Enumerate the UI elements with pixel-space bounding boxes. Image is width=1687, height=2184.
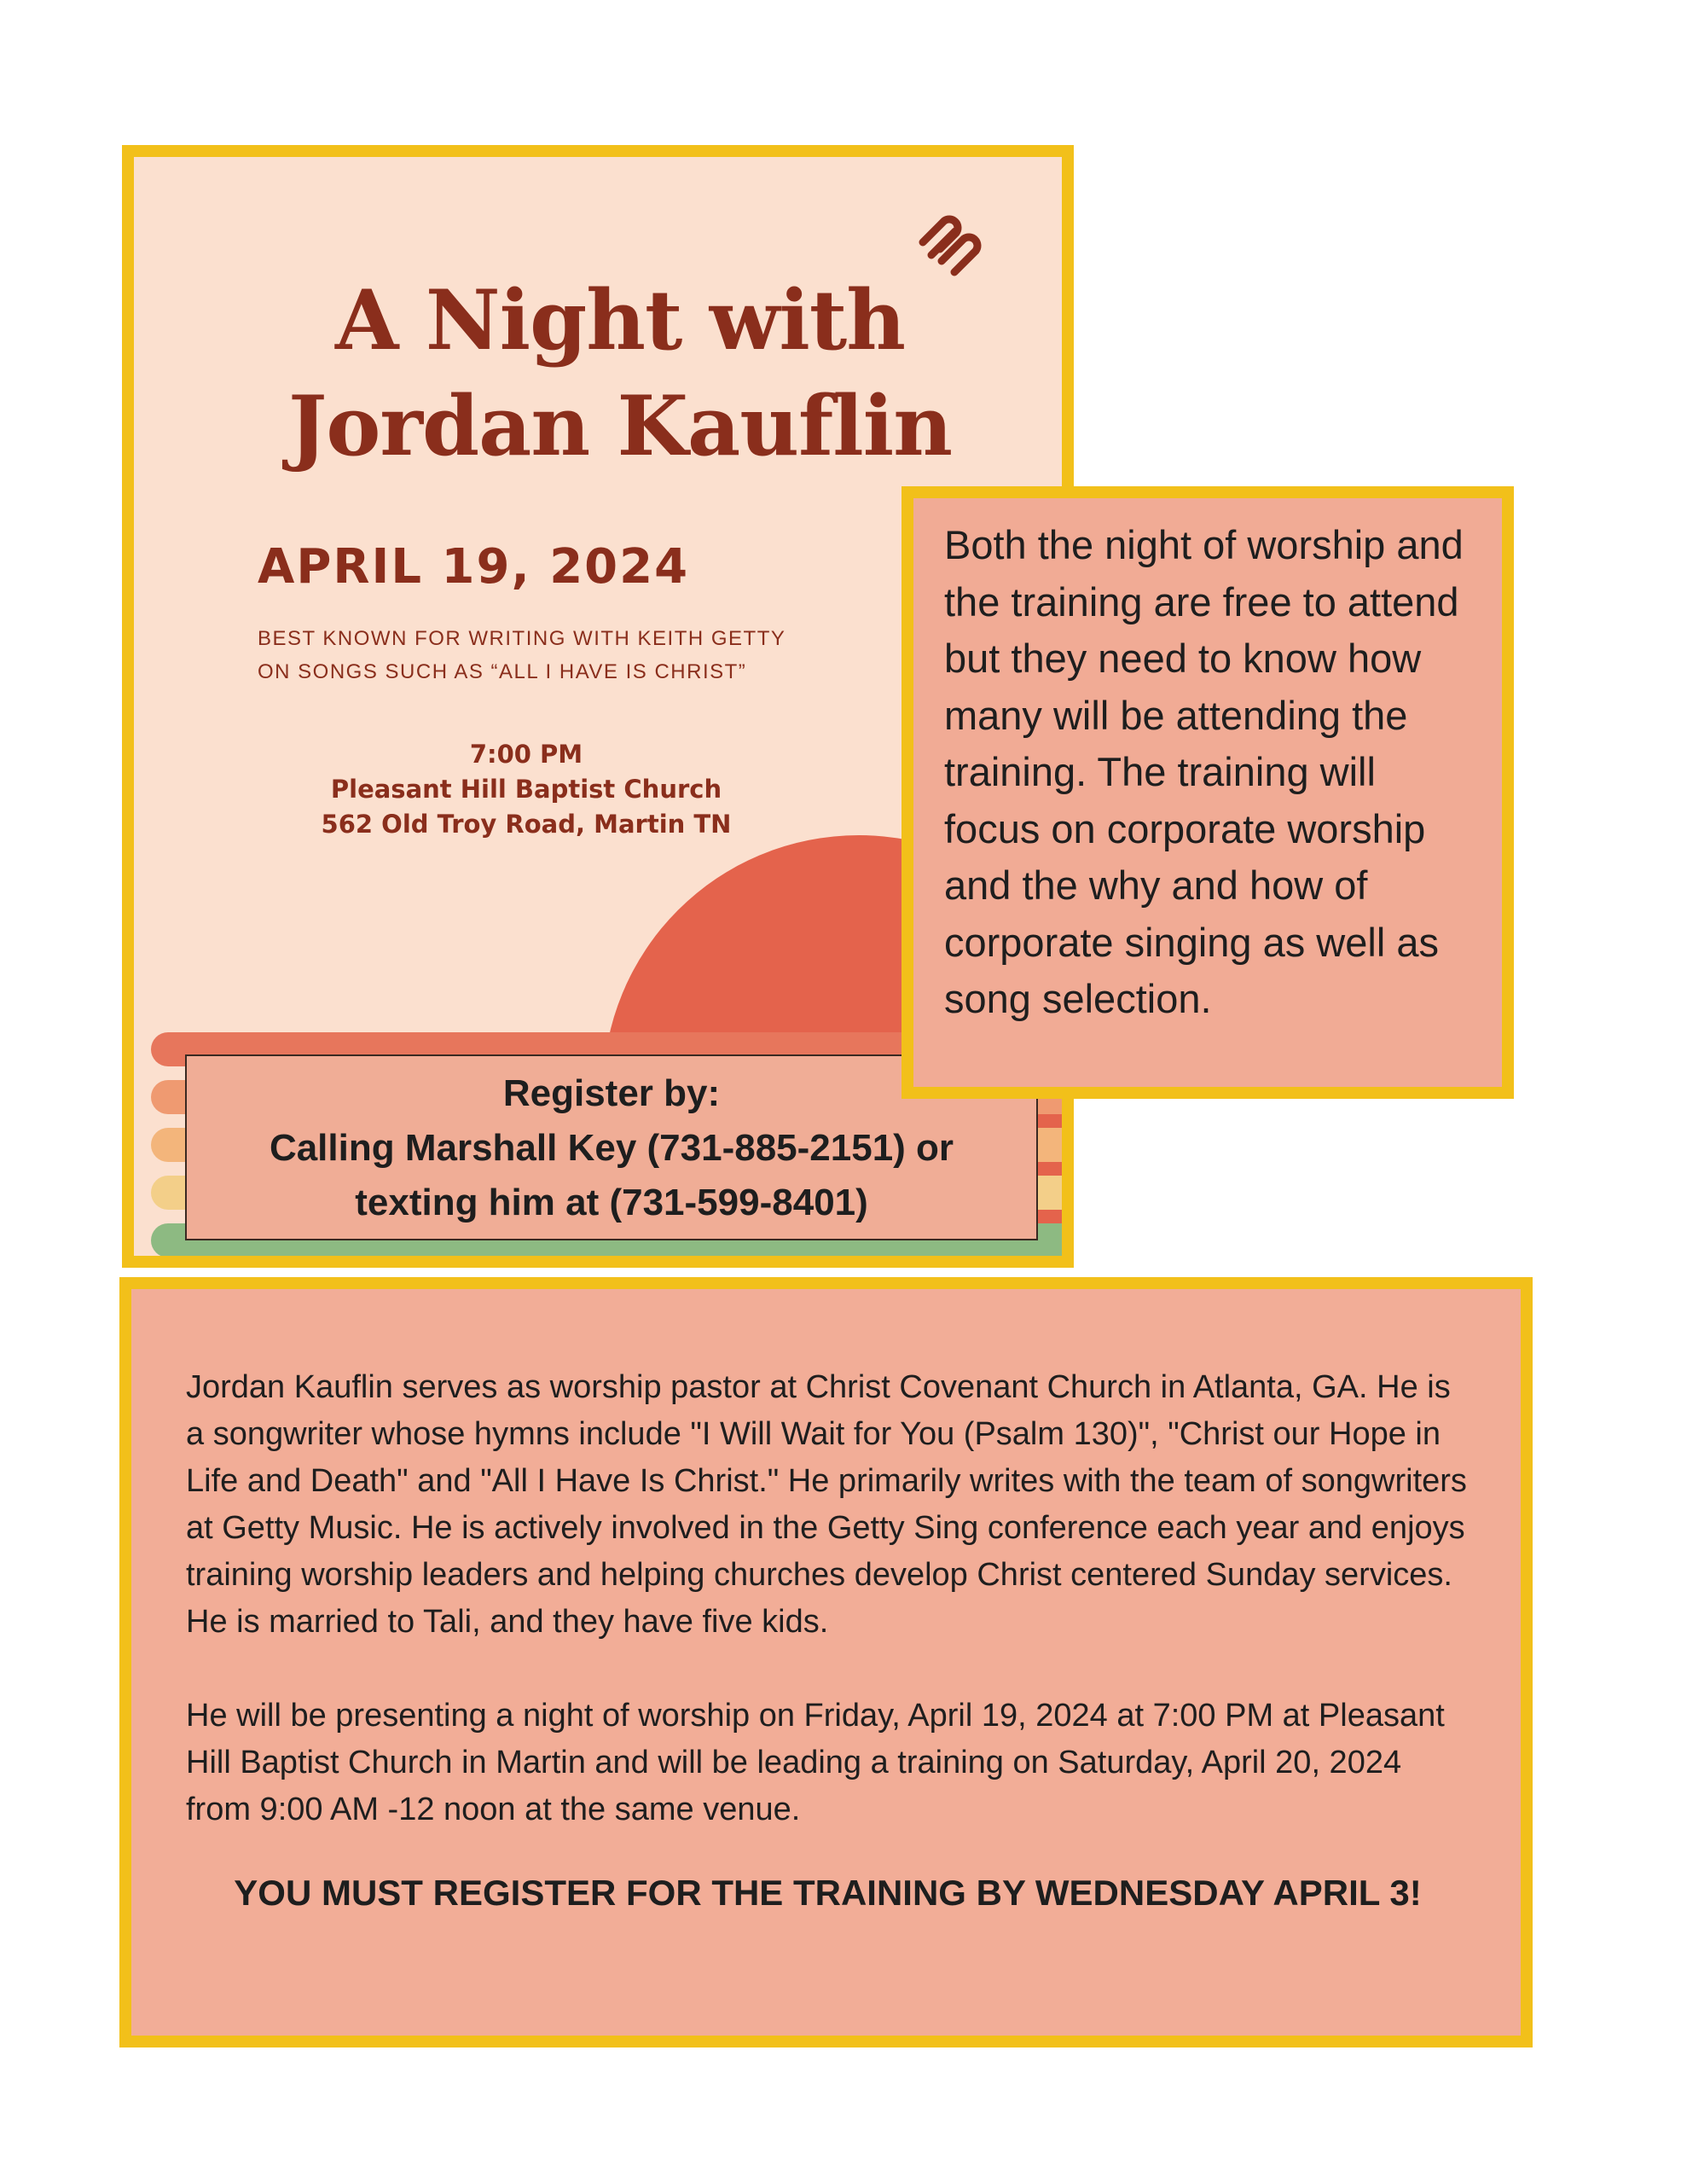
poster-date: APRIL 19, 2024 — [258, 539, 690, 595]
tagline-line2: ON SONGS SUCH AS “ALL I HAVE IS CHRIST” — [258, 660, 747, 683]
register-phone-call: Calling Marshall Key (731-885-2151) or — [269, 1127, 954, 1169]
register-phone-text: texting him at (731-599-8401) — [355, 1182, 868, 1223]
register-heading: Register by: — [502, 1072, 721, 1114]
schedule-paragraph: He will be presenting a night of worship on Friday, April 19, 2024 at 7:00 PM at Pleasant Hill Baptist Church in Martin and will be leading a training on Saturday, April 20, 2024 from 9:00 AM -12 noon at the same venue. — [186, 1698, 1445, 1827]
poster-title — [194, 268, 1046, 479]
tagline-line1: BEST KNOWN FOR WRITING WITH KEITH GETTY — [258, 627, 786, 650]
bio-box — [119, 1277, 1533, 2048]
poster-tagline — [258, 622, 872, 688]
event-details — [270, 737, 782, 842]
squarespace-logo-icon — [906, 208, 991, 276]
info-box — [901, 486, 1514, 1099]
event-address: 562 Old Troy Road, Martin TN — [321, 810, 732, 839]
bio-paragraph: Jordan Kauflin serves as worship pastor at Christ Covenant Church in Atlanta, GA. He is a songwriter whose hymns include "I Will Wait for You (Psalm 130)", "Christ our Hope in Life and Death" and "All I Have Is Christ." He primarily writes with the team of songwriters at Getty Music. He is actively involved in the Getty Sing conference each year and enjoys training worship leaders and helping churches develop Christ centered Sunday services. He is married to Tali, and they have five kids. — [186, 1369, 1467, 1640]
event-time: 7:00 PM — [469, 740, 583, 769]
poster-title-line2: Jordan Kauflin — [287, 378, 953, 474]
poster-title-line1: A Night with — [334, 272, 906, 369]
info-text: Both the night of worship and the training are free to attend but they need to know how many will be attending the training. The training will focus on corporate worship and the why and how of corporate singing as well as song selection. — [944, 522, 1464, 1021]
registration-deadline: YOU MUST REGISTER FOR THE TRAINING BY WEDNESDAY APRIL 3! — [234, 1873, 1422, 1913]
event-venue: Pleasant Hill Baptist Church — [330, 775, 722, 804]
